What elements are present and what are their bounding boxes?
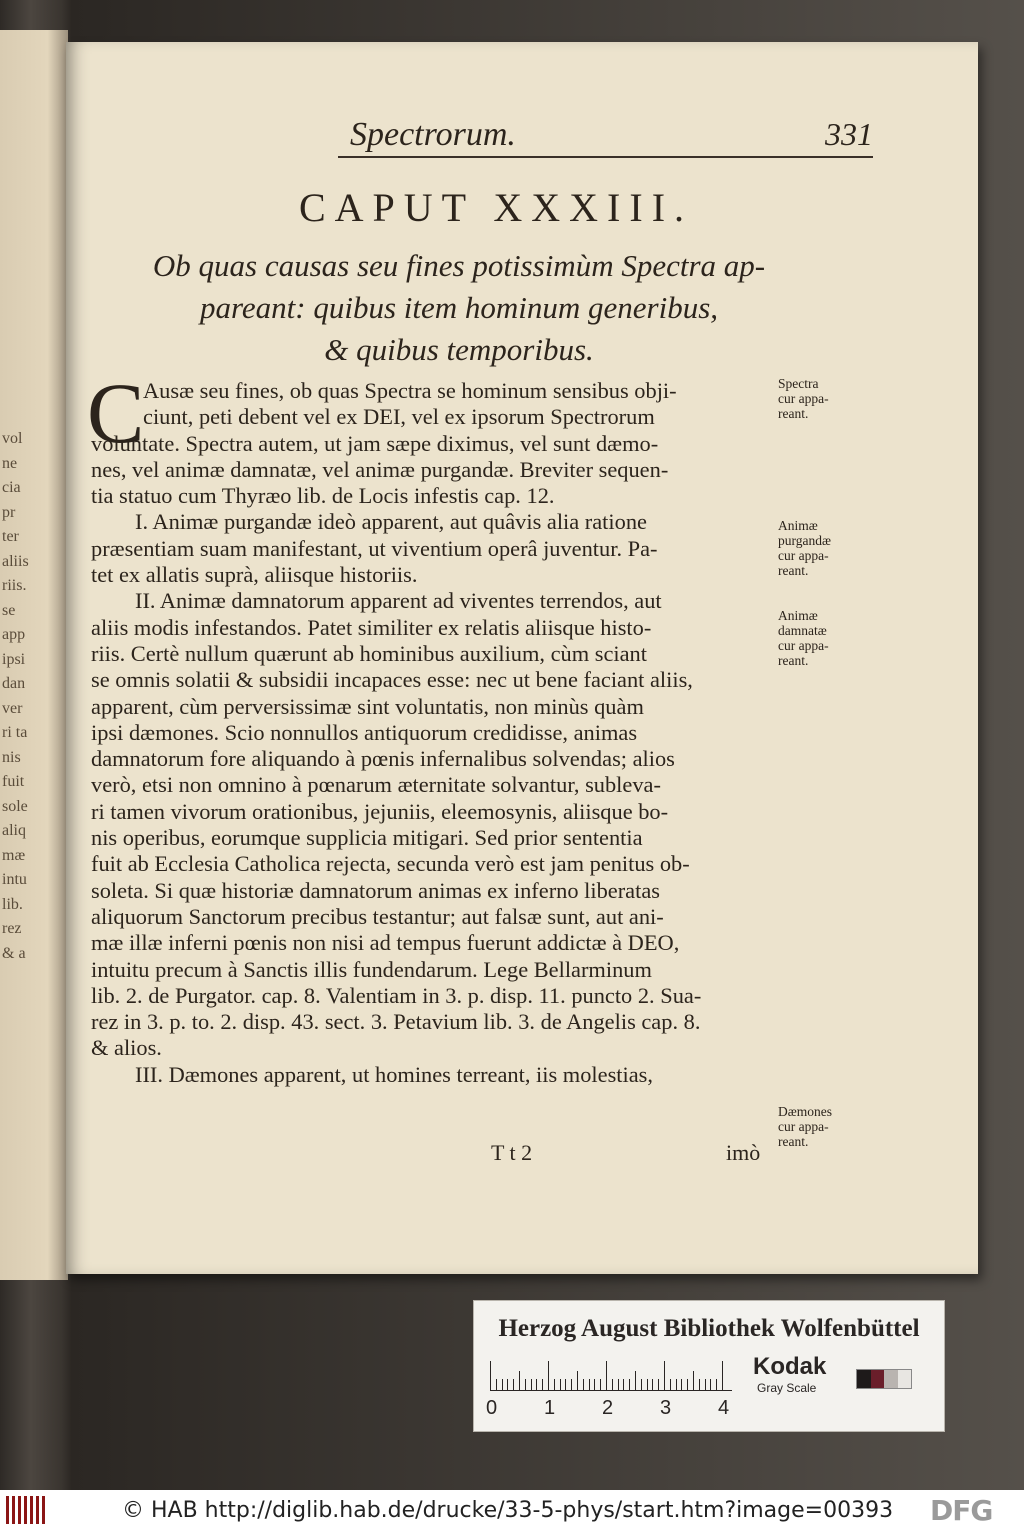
margin-note-line: Animæ xyxy=(778,608,818,623)
ruler-tick xyxy=(496,1379,497,1391)
margin-note-line: reant. xyxy=(778,653,809,668)
ruler-tick xyxy=(606,1361,607,1391)
ruler-tick xyxy=(502,1379,503,1391)
previous-page-fragment: rez xyxy=(2,920,22,937)
subtitle-line: & quibus temporibus. xyxy=(324,332,594,367)
body-line: nis operibus, eorumque supplicia mitigari. Sed prior sententia xyxy=(91,825,643,851)
ruler-tick xyxy=(635,1371,636,1391)
previous-page-fragment: pr xyxy=(2,503,16,521)
ruler-number: 0 xyxy=(486,1397,498,1419)
previous-page-fragment: mæ xyxy=(2,846,26,864)
ruler-tick xyxy=(693,1371,694,1391)
previous-page-fragment: se xyxy=(2,601,16,619)
ruler-tick xyxy=(571,1379,572,1391)
margin-note-line: reant. xyxy=(778,1134,809,1149)
body-line: verò, etsi non omnino à pœnarum æternitate solvantur, subleva- xyxy=(91,772,661,798)
ruler-number: 2 xyxy=(602,1397,614,1419)
ruler-tick xyxy=(519,1371,520,1391)
ruler-tick xyxy=(565,1379,566,1391)
body-line: fuit ab Ecclesia Catholica rejecta, secunda verò est jam penitus ob- xyxy=(91,851,690,877)
margin-note xyxy=(778,608,829,668)
ruler-tick xyxy=(612,1379,613,1391)
body-line: mæ illæ inferni pœnis non nisi ad tempus fuerunt addictæ à DEO, xyxy=(91,930,680,956)
ruler-tick xyxy=(600,1379,601,1391)
ruler-tick xyxy=(658,1379,659,1391)
ruler-tick xyxy=(536,1379,537,1391)
measurement-ruler xyxy=(490,1357,732,1391)
body-line: nes, vel animæ damnatæ, vel animæ purgandæ. Breviter sequen- xyxy=(91,456,669,482)
dfg-logo: DFG xyxy=(930,1494,993,1527)
ruler-tick xyxy=(623,1379,624,1391)
body-line: III. Dæmones apparent, ut homines terreant, iis molestias, xyxy=(135,1061,653,1087)
body-line: damnatorum fore aliquando à pœnis infernalibus solvendas; alios xyxy=(91,746,675,772)
ruler-tick xyxy=(647,1379,648,1391)
previous-page-fragment: dan xyxy=(2,675,26,692)
body-line: aliis modis infestandos. Patet similiter ex relatis aliisque histo- xyxy=(91,614,652,640)
previous-page-fragment: aliq xyxy=(2,822,26,839)
body-line: II. Animæ damnatorum apparent ad viventes terrendos, aut xyxy=(135,588,662,614)
previous-page-fragment: ipsi xyxy=(2,650,26,668)
previous-page-edge xyxy=(0,30,68,1280)
body-line: præsentiam suam manifestant, ut viventium operâ juventur. Pa- xyxy=(91,535,658,561)
body-line: lib. 2. de Purgator. cap. 8. Valentiam in 3. p. disp. 11. puncto 2. Sua- xyxy=(91,982,702,1008)
body-line: voluntate. Spectra autem, ut jam sæpe diximus, vel sunt dæmo- xyxy=(91,430,659,456)
margin-note-line: purgandæ xyxy=(778,533,831,548)
margin-note-line: Spectra xyxy=(778,376,819,391)
ruler-tick xyxy=(641,1379,642,1391)
ruler-tick xyxy=(652,1379,653,1391)
gray-scale-swatches xyxy=(856,1369,912,1389)
gray-swatch xyxy=(898,1370,912,1388)
previous-page-fragment: riis. xyxy=(2,577,27,594)
body-line: rez in 3. p. to. 2. disp. 43. sect. 3. Petavium lib. 3. de Angelis cap. 8. xyxy=(91,1009,701,1035)
ruler-number: 3 xyxy=(660,1397,672,1419)
ruler-tick xyxy=(542,1379,543,1391)
ruler-tick xyxy=(722,1361,723,1391)
chapter-subtitle xyxy=(98,245,820,371)
ruler-number: 1 xyxy=(544,1397,556,1419)
catchword: imò xyxy=(726,1140,761,1165)
running-head-title: Spectrorum. xyxy=(350,116,516,153)
body-line: riis. Certè nullum quærunt ab hominibus auxilium, cùm sciant xyxy=(91,640,647,666)
ruler-tick xyxy=(699,1379,700,1391)
ruler-tick xyxy=(716,1379,717,1391)
ruler-tick xyxy=(548,1361,549,1391)
gray-scale-caption: Gray Scale xyxy=(757,1381,817,1395)
body-line: & alios. xyxy=(91,1035,162,1061)
ruler-tick xyxy=(705,1379,706,1391)
body-line: soleta. Si quæ historiæ damnatorum animas ex inferno liberatas xyxy=(91,877,660,903)
previous-page-fragment: sole xyxy=(2,797,28,815)
hab-logo-icon xyxy=(6,1496,48,1524)
body-line: se omnis solatii & subsidii incapaces esse: nec ut bene faciant aliis, xyxy=(91,667,693,693)
library-name: Herzog August Bibliothek Wolfenbüttel xyxy=(498,1315,920,1342)
body-line: intuitu precum à Sanctis illis fundendarum. Lege Bellarminum xyxy=(91,956,652,982)
body-line: Ausæ seu fines, ob quas Spectra se hominum sensibus obji- xyxy=(143,378,677,403)
margin-note-line: Dæmones xyxy=(778,1104,832,1119)
previous-page-fragment: app xyxy=(2,626,26,643)
previous-page-fragment: ter xyxy=(2,528,19,545)
margin-note-line: Animæ xyxy=(778,518,818,533)
previous-page-fragment: nis xyxy=(2,748,21,766)
margin-note-line: cur appa- xyxy=(778,638,829,653)
margin-note-line: reant. xyxy=(778,563,809,578)
kodak-brand: Kodak xyxy=(753,1353,827,1380)
margin-note-line: damnatæ xyxy=(778,623,827,638)
ruler-tick xyxy=(507,1379,508,1391)
subtitle-line: pareant: quibus item hominum generibus, xyxy=(199,290,719,325)
previous-page-fragment: lib. xyxy=(2,895,23,913)
footer-credit-link[interactable]: © HAB http://diglib.hab.de/drucke/33-5-phys/start.htm?image=00393 xyxy=(122,1498,894,1523)
ruler-tick xyxy=(490,1361,491,1391)
running-head xyxy=(338,112,873,158)
ruler-tick xyxy=(513,1379,514,1391)
library-color-chart-label xyxy=(473,1300,945,1432)
previous-page-fragment: ne xyxy=(2,454,18,472)
gray-swatch xyxy=(871,1370,885,1388)
previous-page-fragment: ri ta xyxy=(2,724,28,741)
ruler-tick xyxy=(589,1379,590,1391)
ruler-tick xyxy=(531,1379,532,1391)
ruler-tick xyxy=(670,1379,671,1391)
margin-note-line: cur appa- xyxy=(778,391,829,406)
body-line: ciunt, peti debent vel ex DEI, vel ex ipsorum Spectrorum xyxy=(143,404,655,430)
gray-swatch xyxy=(884,1370,898,1388)
ruler-tick xyxy=(681,1379,682,1391)
ruler-tick xyxy=(554,1379,555,1391)
ruler-tick xyxy=(583,1379,584,1391)
subtitle-line: Ob quas causas seu fines potissimùm Spectra ap- xyxy=(152,248,766,283)
ruler-tick xyxy=(594,1379,595,1391)
previous-page-fragment: intu xyxy=(2,871,27,888)
margin-note-line: cur appa- xyxy=(778,1119,829,1134)
ruler-tick xyxy=(710,1379,711,1391)
body-line: aliquorum Sanctorum precibus testantur; aut falsæ sunt, aut ani- xyxy=(91,903,664,929)
body-line: I. Animæ purgandæ ideò apparent, aut quâvis alia ratione xyxy=(135,509,647,535)
margin-note xyxy=(778,1104,832,1149)
ruler-number: 4 xyxy=(718,1397,730,1419)
ruler-tick xyxy=(525,1379,526,1391)
body-line: ipsi dæmones. Scio nonnullos antiquorum credidisse, animas xyxy=(91,719,638,745)
ruler-tick xyxy=(560,1379,561,1391)
page-number: 331 xyxy=(825,116,873,152)
body-line: tia statuo cum Thyræo lib. de Locis infestis cap. 12. xyxy=(91,483,555,509)
previous-page-fragment: aliis xyxy=(2,552,29,570)
gray-swatch xyxy=(857,1370,871,1388)
ruler-tick xyxy=(577,1371,578,1391)
body-line: apparent, cùm perversissimæ sint voluntatis, non minùs quàm xyxy=(91,693,644,719)
chapter-heading: CAPUT XXXIII. xyxy=(298,185,694,230)
margin-note xyxy=(778,376,829,421)
body-text xyxy=(91,378,781,1088)
previous-page-fragment: cia xyxy=(2,479,21,496)
previous-page-fragment: ver xyxy=(2,699,23,717)
book-page xyxy=(66,42,978,1274)
ruler-tick xyxy=(676,1379,677,1391)
previous-page-fragment: vol xyxy=(2,430,23,447)
ruler-tick xyxy=(664,1361,665,1391)
ruler-tick xyxy=(629,1379,630,1391)
margin-note-line: cur appa- xyxy=(778,548,829,563)
drop-capital: C xyxy=(87,365,145,461)
body-line: ri tamen vivorum orationibus, jejuniis, eleemosynis, aliisque bo- xyxy=(91,798,669,824)
margin-note xyxy=(778,518,831,578)
ruler-tick xyxy=(618,1379,619,1391)
previous-page-fragment: fuit xyxy=(2,773,25,790)
body-line: tet ex allatis suprà, aliisque historiis. xyxy=(91,562,418,588)
signature-mark: T t 2 xyxy=(491,1140,533,1165)
margin-note-line: reant. xyxy=(778,406,809,421)
previous-page-fragment: & a xyxy=(2,944,26,962)
footer-bar xyxy=(0,1490,1024,1530)
ruler-tick xyxy=(687,1379,688,1391)
